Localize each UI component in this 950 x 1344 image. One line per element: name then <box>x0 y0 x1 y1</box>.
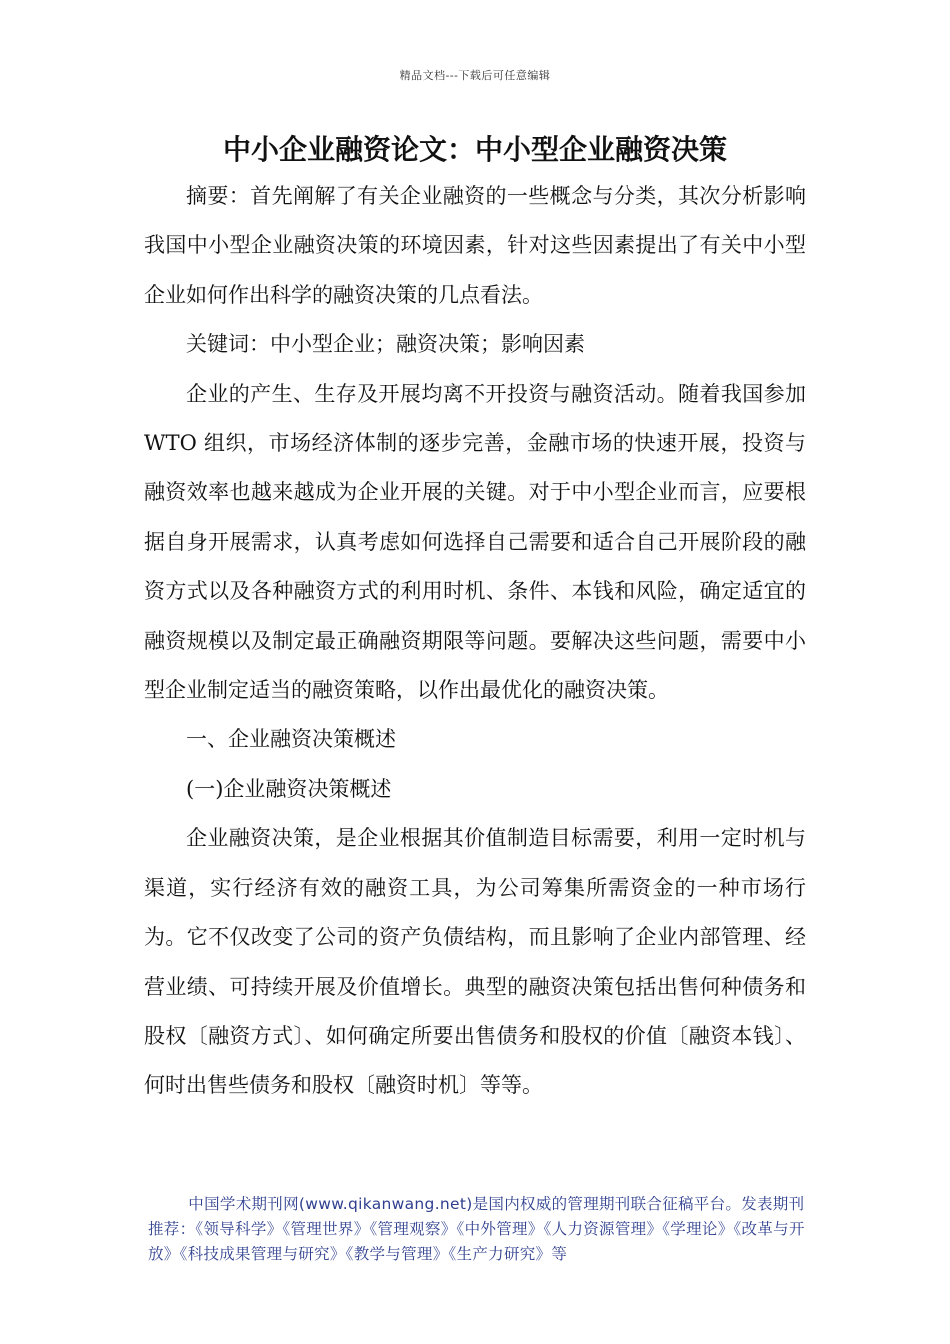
footer-advertisement <box>148 1192 808 1267</box>
footer-ad-text: 中国学术期刊网(www.qikanwang.net)是国内权威的管理期刊联合征稿平台。发表期刊推荐：《领导科学》《管理世界》《管理观察》《中外管理》《人力资源管理》《学理论》《改革与开放》《科技成果管理与研究》《教学与管理》《生产力研究》等 <box>148 1195 805 1263</box>
definition-paragraph: 企业融资决策，是企业根据其价值制造目标需要，利用一定时机与渠道，实行经济有效的融资工具，为公司筹集所需资金的一种市场行为。它不仅改变了公司的资产负债结构，而且影响了企业内部管理、经营业绩、可持续开展及价值增长。典型的融资决策包括出售何种债务和股权〔融资方式〕、如何确定所要出售债务和股权的价值〔融资本钱〕、何时出售些债务和股权〔融资时机〕等等。 <box>144 826 806 1098</box>
intro-paragraph: 企业的产生、生存及开展均离不开投资与融资活动。随着我国参加 WTO 组织，市场经济体制的逐步完善，金融市场的快速开展，投资与融资效率也越来越成为企业开展的关键。对于中小型企业而言，应要根据自身开展需求，认真考虑如何选择自己需要和适合自己开展阶段的融资方式以及各种融资方式的利用时机、条件、本钱和风险，确定适宜的融资规模以及制定最正确融资期限等问题。要解决这些问题，需要中小型企业制定适当的融资策略，以作出最优化的融资决策。 <box>144 381 806 703</box>
subsection-heading: (一)企业融资决策概述 <box>186 776 392 801</box>
document-body <box>144 172 806 1111</box>
keywords-paragraph: 关键词：中小型企业；融资决策；影响因素 <box>186 332 585 357</box>
header-note: 精品文档---下载后可任意编辑 <box>399 69 551 82</box>
document-title: 中小企业融资论文：中小型企业融资决策 <box>222 133 727 166</box>
section-heading: 一、企业融资决策概述 <box>186 727 396 752</box>
abstract-paragraph: 摘要：首先阐解了有关企业融资的一些概念与分类，其次分析影响我国中小型企业融资决策的环境因素，针对这些因素提出了有关中小型企业如何作出科学的融资决策的几点看法。 <box>144 184 806 307</box>
